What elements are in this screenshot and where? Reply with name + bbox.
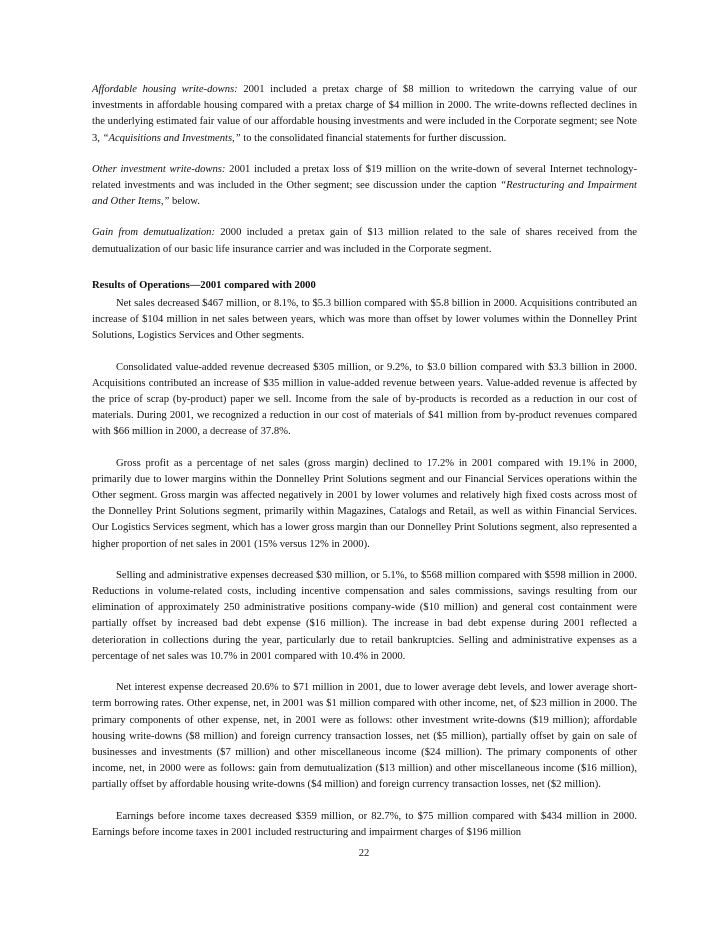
paragraph-other-investment — [92, 162, 637, 211]
lead-demutualization: Gain from demutualization: — [92, 227, 216, 239]
paragraph-interest-expense: Net interest expense decreased 20.6% to $71 million in 2001, due to lower average debt levels, and lower average short-term borrowing rates. Other expense, net, in 2001 was $1 million compared with other income, net, of $23 million in 2000. The primary components of other expense, net, in 2001 were as follows: other investment write-downs ($19 million); affordable housing write-downs ($8 million) and foreign currency transaction losses, net ($5 million), partially offset by gain on sale of businesses and investments ($7 million) and other miscellaneous income ($24 million). The primary components of other income, net, in 2000 were as follows: gain from demutualization ($13 million) and other miscellaneous income ($16 million), partially offset by affordable housing write-downs ($4 million) and foreign currency transaction losses, net ($2 million). — [92, 682, 637, 791]
paragraph-selling-admin: Selling and administrative expenses decreased $30 million, or 5.1%, to $568 million compared with $598 million in 2000. Reductions in volume-related costs, including incentive compensation and sales commissions, savings resulting from our elimination of approximately 250 administrative positions company-wide ($10 million) and general cost containment were partially offset by increased bad debt expense ($16 million). The increase in bad debt expense during 2001 reflected a deterioration in collections during the year, particularly due to retail bankruptcies. Selling and administrative expenses as a percentage of net sales was 10.7% in 2001 compared with 10.4% in 2000. — [92, 569, 637, 662]
page-number: 22 — [358, 848, 370, 859]
lead-other-investment: Other investment write-downs: — [92, 163, 226, 175]
paragraph-net-sales: Net sales decreased $467 million, or 8.1%, to $5.3 billion compared with $5.8 billion in 2000. Acquisitions contributed an increase of $104 million in net sales between years, which was more than offset by lower volumes within the Donnelley Print Solutions, Logistics Services and Other segments. — [92, 298, 637, 342]
paragraph-gross-profit: Gross profit as a percentage of net sales (gross margin) declined to 17.2% in 2001 compared with 19.1% in 2000, primarily due to lower margins within the Donnelley Print Solutions segment and our Financial Services operations within the Other segment. Gross margin was affected negatively in 2001 by lower volumes and relatively high fixed costs across most of the Donnelley Print Solutions segment, primarily within Magazines, Catalogs and Retail, as well as within Financial Services. Our Logistics Services segment, which has a lower gross margin than our Donnelley Print Solutions segment, also represented a higher proportion of net sales in 2001 (15% versus 12% in 2000). — [92, 457, 637, 550]
text-affordable-housing-2: to the consolidated financial statements for further discussion. — [240, 132, 507, 144]
paragraph-affordable-housing — [92, 82, 637, 147]
caption-reference: “Restructuring and Impairment and Other Items,” — [92, 180, 637, 208]
text-other-investment-2: below. — [169, 196, 200, 208]
text-demutualization: 2000 included a pretax gain of $13 million related to the sale of shares received from the demutualization of our basic life insurance carrier and was included in the Corporate segment. — [92, 227, 637, 255]
paragraph-earnings: Earnings before income taxes decreased $359 million, or 82.7%, to $75 million compared with $434 million in 2000. Earnings before income taxes in 2001 included restructuring and impairment charges of $196 million — [92, 810, 637, 838]
paragraph-value-added-revenue: Consolidated value-added revenue decreased $305 million, or 9.2%, to $3.0 billion compared with $3.3 billion in 2000. Acquisitions contributed an increase of $35 million in value-added revenue between years. Value-added revenue is affected by the price of scrap (by-product) paper we sell. Income from the sale of by-products is recorded as a reduction in our cost of materials. During 2001, we recognized a reduction in our cost of materials of $41 million from by-product revenues compared with $66 million in 2000, a decrease of 37.8%. — [92, 361, 637, 438]
section-heading: Results of Operations—2001 compared with 2000 — [92, 279, 316, 291]
text-affordable-housing-1: 2001 included a pretax charge of $8 million to writedown the carrying value of our investments in affordable housing compared with a pretax charge of $4 million in 2000. The write-downs reflected declines in the underlying estimated fair value of our affordable housing investments and were included in the Corporate segment; see Note 3, — [92, 84, 637, 144]
text-other-investment-1: 2001 included a pretax loss of $19 million on the write-down of several Internet technology-related investments and was included in the Other segment; see discussion under the caption — [92, 163, 637, 192]
paragraph-demutualization — [92, 225, 637, 257]
lead-affordable-housing: Affordable housing write-downs: — [92, 84, 238, 95]
note-reference: “Acquisitions and Investments,” — [102, 132, 241, 144]
